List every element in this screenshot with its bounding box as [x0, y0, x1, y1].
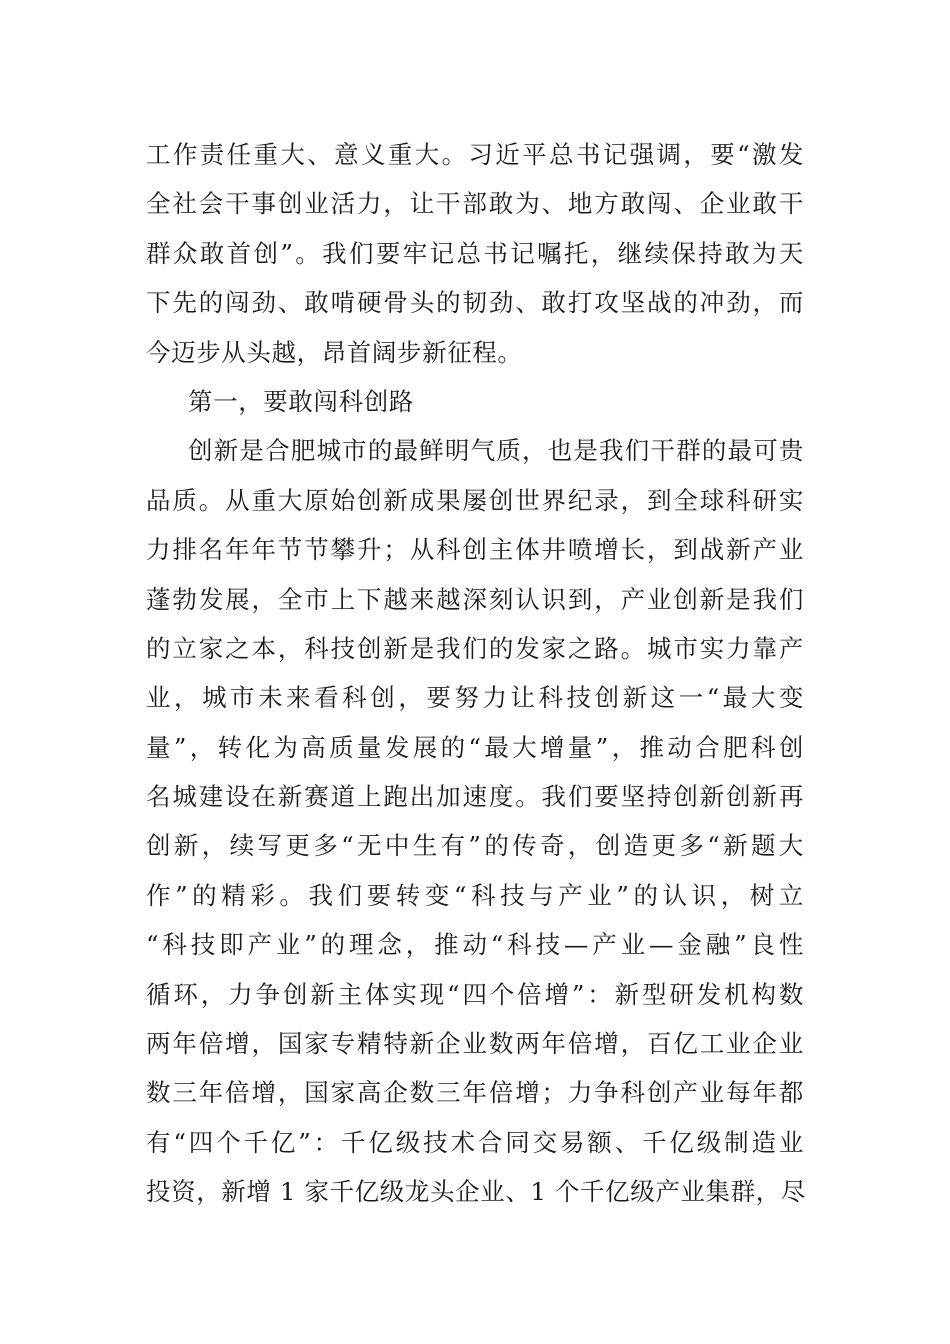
- paragraph-innovation: [146, 426, 804, 1216]
- text-line: 创新，续写更多“无中生有”的传奇，创造更多“新题大: [146, 831, 804, 861]
- text-line: 全社会干事创业活力，让干部敢为、地方敢闯、企业敢干: [146, 189, 804, 219]
- text-line: 循环，力争创新主体实现“四个倍增”：新型研发机构数: [146, 979, 804, 1009]
- section-heading: 第一，要敢闯科创路: [188, 386, 414, 416]
- text-line: 有“四个千亿”：千亿级技术合同交易额、千亿级制造业: [146, 1127, 804, 1157]
- text-line: 名城建设在新赛道上跑出加速度。我们要坚持创新创新再: [146, 782, 804, 812]
- text-line: 两年倍增，国家专精特新企业数两年倍增，百亿工业企业: [146, 1029, 804, 1059]
- text-line: 数三年倍增，国家高企数三年倍增；力争科创产业每年都: [146, 1078, 804, 1108]
- text-line: 品质。从重大原始创新成果屡创世界纪录，到全球科研实: [146, 485, 804, 515]
- text-line: 群众敢首创”。我们要牢记总书记嘱托，继续保持敢为天: [146, 238, 804, 268]
- text-line: 投资，新增 1 家千亿级龙头企业、1 个千亿级产业集群，尽: [146, 1177, 806, 1207]
- text-line: 创新是合肥城市的最鲜明气质，也是我们干群的最可贵: [188, 436, 804, 466]
- text-line: 力排名年年节节攀升；从科创主体井喷增长，到战新产业: [146, 535, 804, 565]
- text-line: 的立家之本，科技创新是我们的发家之路。城市实力靠产: [146, 633, 804, 663]
- text-line: “科技即产业”的理念，推动“科技—产业—金融”良性: [146, 930, 804, 960]
- text-line: 工作责任重大、意义重大。习近平总书记强调，要“激发: [146, 140, 804, 169]
- text-line: 下先的闯劲、敢啃硬骨头的韧劲、敢打攻坚战的冲劲，而: [146, 288, 804, 318]
- text-line: 今迈步从头越，昂首阔步新征程。: [146, 337, 523, 367]
- text-line: 量”，转化为高质量发展的“最大增量”，推动合肥科创: [146, 732, 804, 762]
- paragraph-intro: [146, 130, 804, 377]
- text-line: 业，城市未来看科创，要努力让科技创新这一“最大变: [146, 683, 804, 713]
- text-line: 作”的精彩。我们要转变“科技与产业”的认识，树立: [146, 880, 804, 910]
- text-line: 蓬勃发展，全市上下越来越深刻认识到，产业创新是我们: [146, 584, 804, 614]
